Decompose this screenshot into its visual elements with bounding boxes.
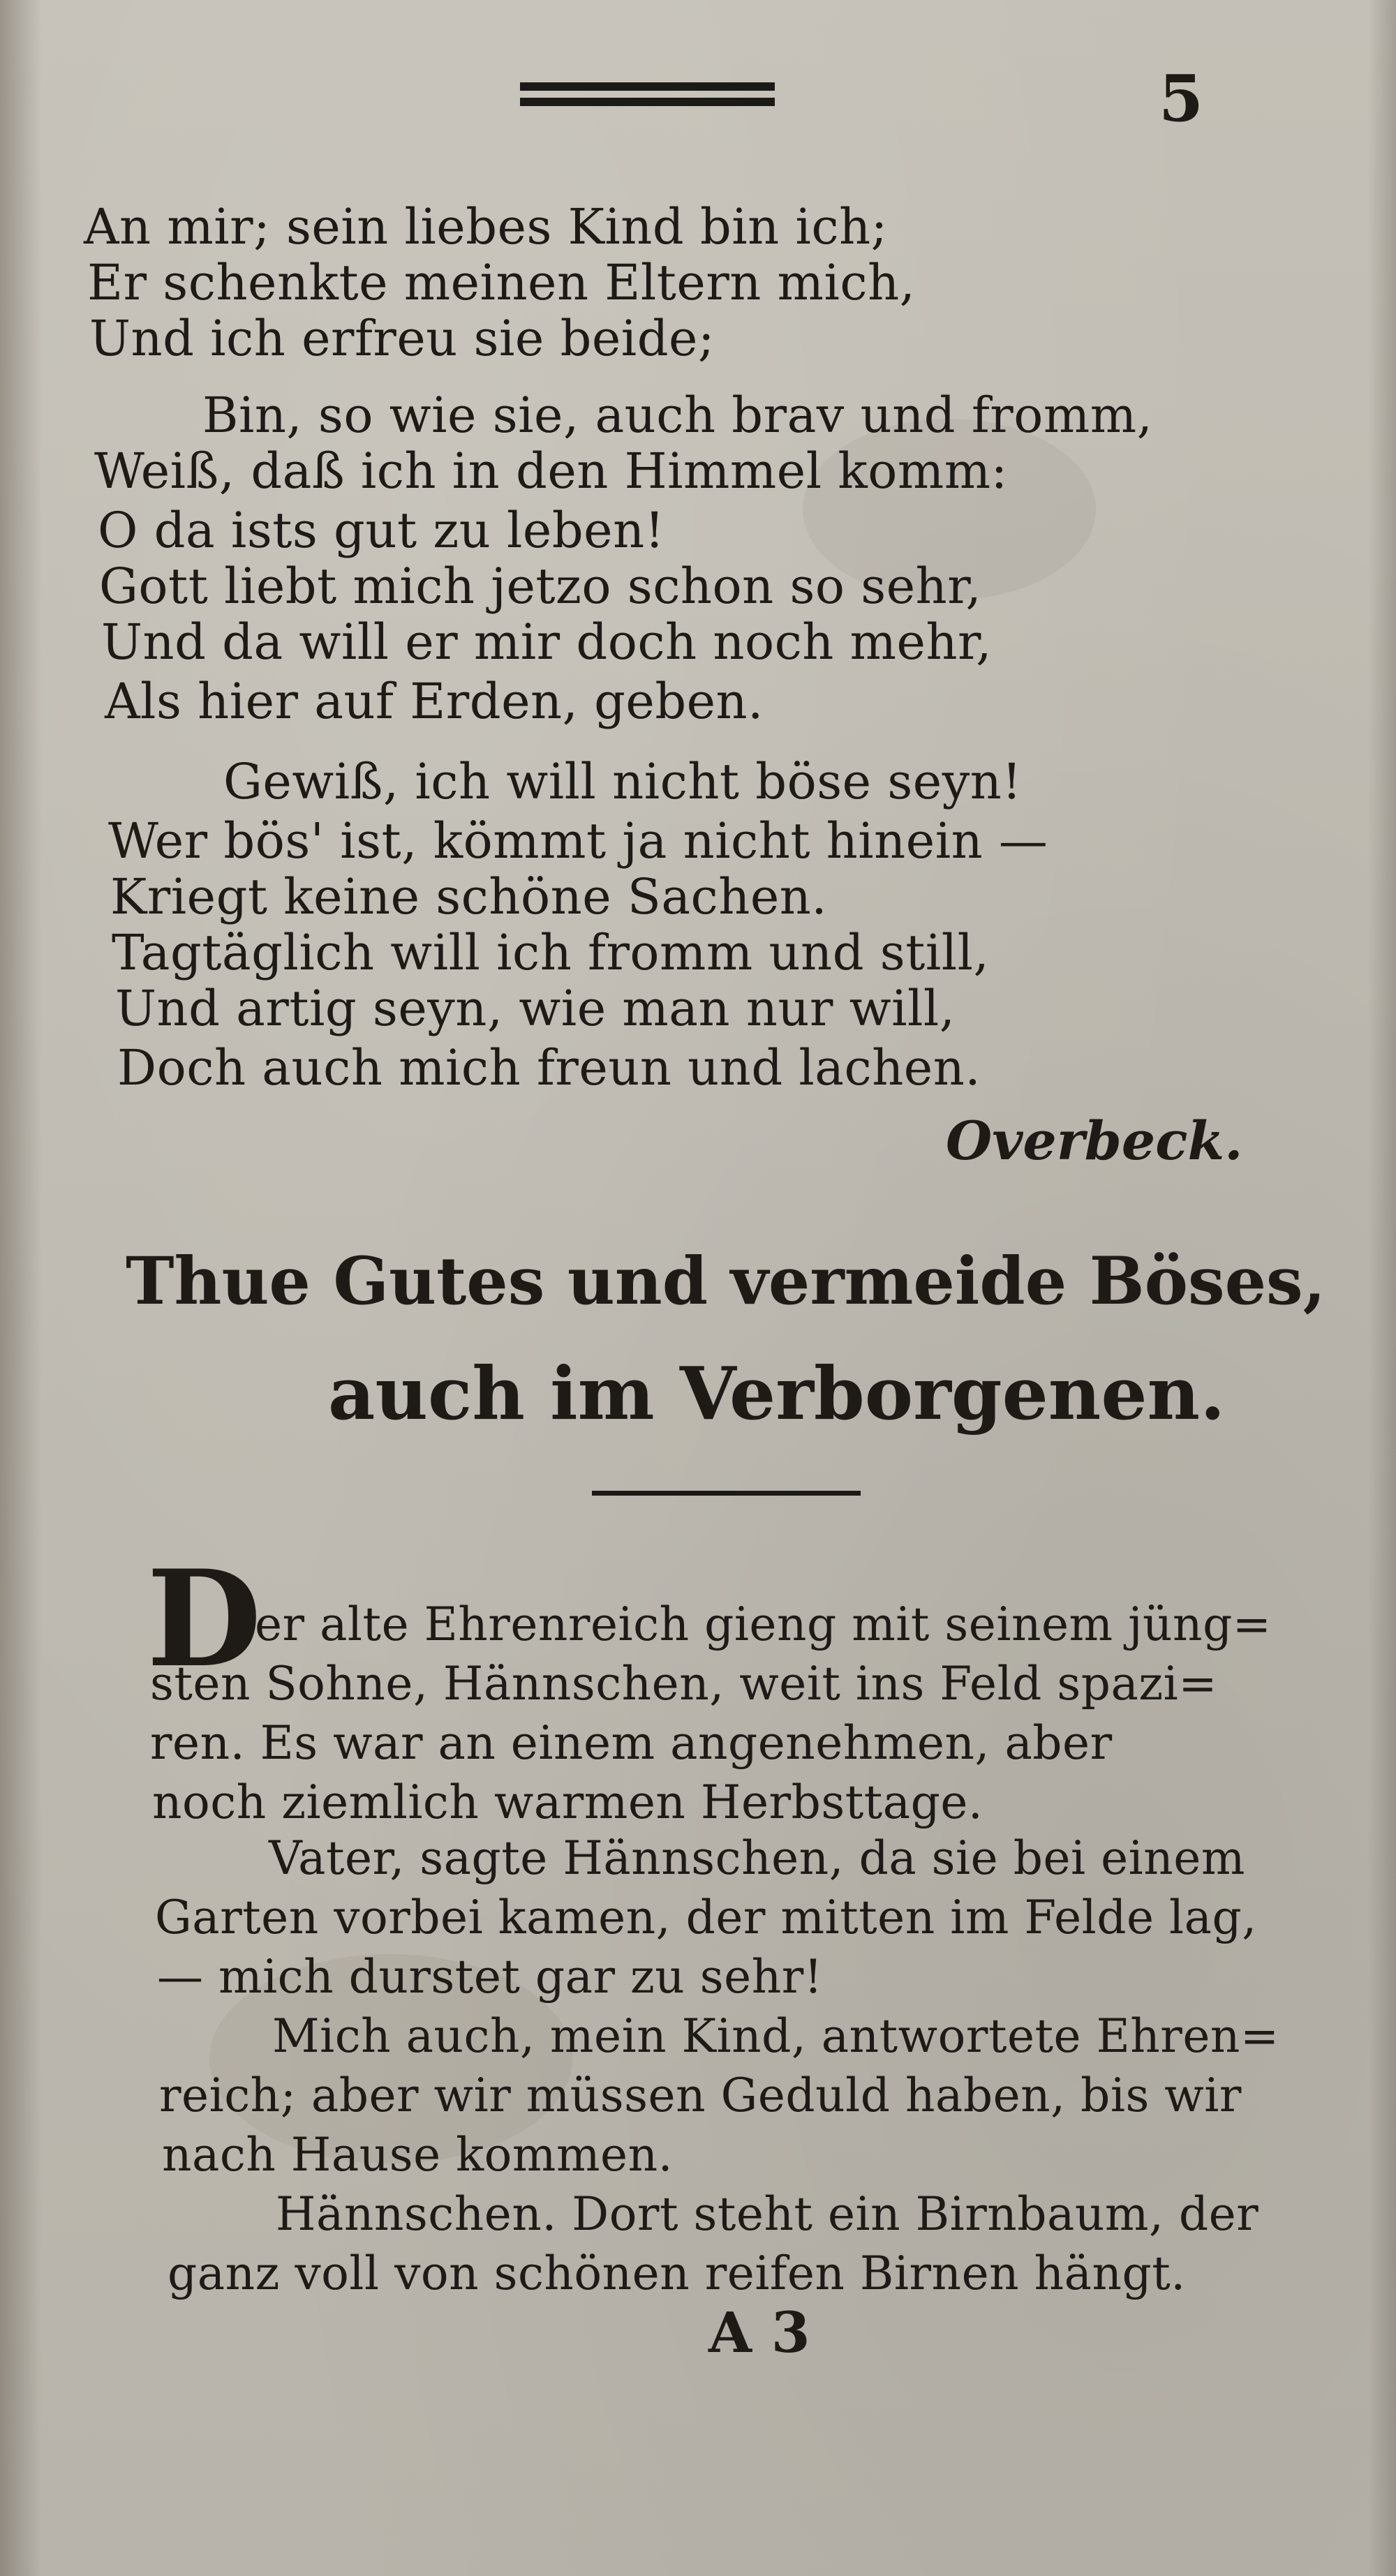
poem-line: Und ich erfreu sie beide; <box>89 310 715 367</box>
poem-line: Gewiß, ich will nicht böse seyn! <box>223 753 1022 810</box>
prose-line: nach Hause kommen. <box>162 2128 674 2182</box>
poem-line: Doch auch mich freun und lachen. <box>117 1039 981 1096</box>
prose-line: ren. Es war an einem angenehmen, aber <box>150 1716 1113 1770</box>
poem-line: Und artig seyn, wie man nur will, <box>115 980 956 1037</box>
printer-signature-mark: A 3 <box>708 2300 810 2365</box>
poem-line: Und da will er mir doch noch mehr, <box>101 613 993 671</box>
poem-line: Er schenkte meinen Eltern mich, <box>87 254 916 311</box>
poem-line: An mir; sein liebes Kind bin ich; <box>84 198 888 255</box>
poem-line: Wer bös' ist, kömmt ja nicht hinein — <box>108 812 1048 870</box>
prose-line: Mich auch, mein Kind, antwortete Ehren= <box>272 2009 1279 2063</box>
title-underline-rule <box>592 1491 861 1496</box>
poem-line: Tagtäglich will ich fromm und still, <box>112 924 990 981</box>
poem-line: Bin, so wie sie, auch brav und fromm, <box>202 387 1153 444</box>
poem-line: Weiß, daß ich in den Himmel komm: <box>94 442 1008 500</box>
poem-line: Gott liebt mich jetzo schon so sehr, <box>99 558 982 615</box>
prose-line: sten Sohne, Hännschen, weit ins Feld spazi= <box>150 1657 1218 1711</box>
page-number: 5 <box>1159 61 1204 136</box>
section-title-line-2: auch im Verborgenen. <box>328 1350 1226 1436</box>
page-edge-shadow-right <box>1368 0 1396 2576</box>
prose-line: Vater, sagte Hännschen, da sie bei einem <box>269 1831 1245 1885</box>
prose-line: Garten vorbei kamen, der mitten im Felde lag, <box>155 1891 1257 1944</box>
prose-line: Hännschen. Dort steht ein Birnbaum, der <box>276 2187 1259 2241</box>
drop-cap: D <box>147 1541 262 1697</box>
prose-line: reich; aber wir müssen Geduld haben, bis wir <box>159 2069 1242 2122</box>
poem-line: Kriegt keine schöne Sachen. <box>110 868 828 925</box>
prose-line: noch ziemlich warmen Herbsttage. <box>152 1775 983 1829</box>
poem-author: Overbeck. <box>946 1110 1243 1172</box>
poem-line: O da ists gut zu leben! <box>98 502 665 559</box>
prose-line: er alte Ehrenreich gieng mit seinem jüng= <box>255 1598 1272 1651</box>
page-edge-shadow-left <box>0 0 42 2576</box>
prose-line: — mich durstet gar zu sehr! <box>157 1950 823 2004</box>
poem-line: Als hier auf Erden, geben. <box>105 673 764 730</box>
section-title-line-1: Thue Gutes und vermeide Böses, <box>126 1243 1326 1320</box>
prose-line: ganz voll von schönen reifen Birnen hängt. <box>168 2247 1186 2300</box>
header-double-rule <box>520 82 775 106</box>
